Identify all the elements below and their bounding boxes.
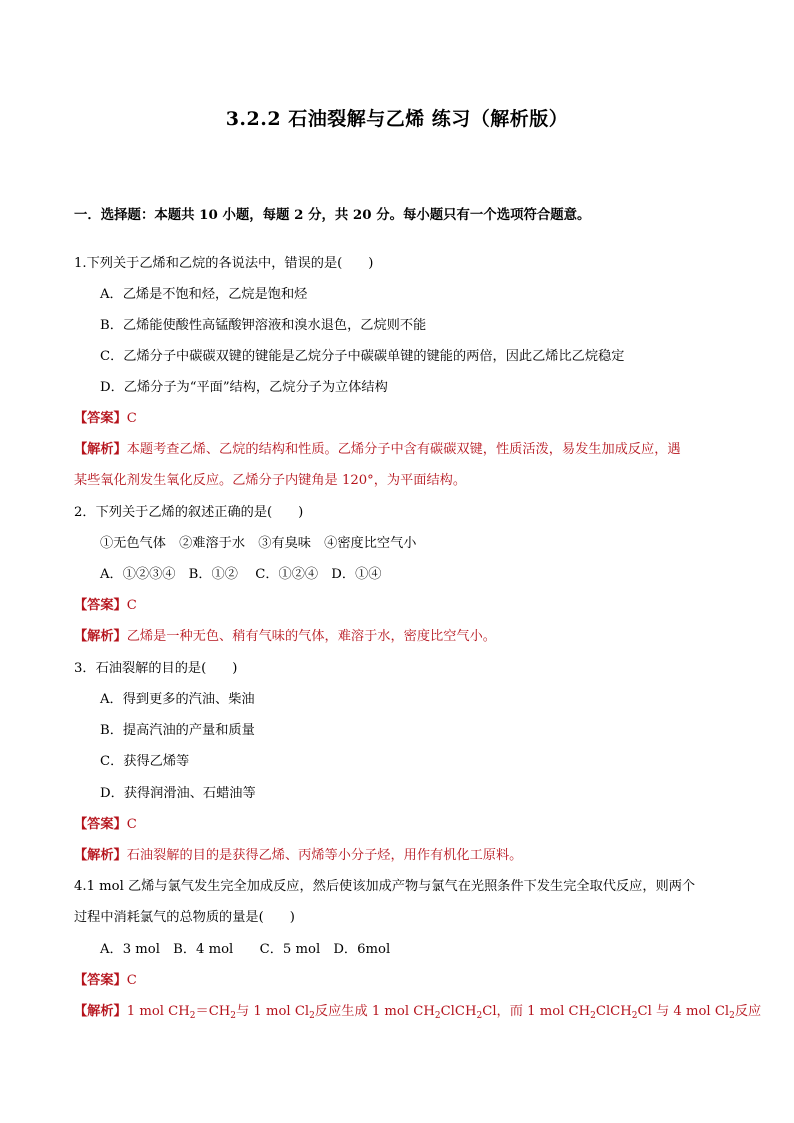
question-3-analysis	[74, 847, 522, 865]
question-2-paren: )	[298, 505, 304, 520]
analysis-label: 【解析】	[74, 1004, 127, 1019]
question-2-text: 2．下列关于乙烯的叙述正确的是(	[74, 505, 273, 520]
analysis-text: 本题考查乙烯、乙烷的结构和性质。乙烯分子中含有碳碳双键，性质活泼，易发生加成反应，遇	[126, 442, 681, 457]
analysis-label: 【解析】	[74, 629, 127, 644]
question-4-options: A．3 mol B．4 mol C．5 mol D．6mol	[100, 942, 391, 957]
analysis-text: 石油裂解的目的是获得乙烯、丙烯等小分子烃，用作有机化工原料。	[126, 848, 523, 863]
answer-value: C	[126, 973, 137, 988]
question-4-analysis	[74, 1003, 761, 1021]
answer-value: C	[126, 411, 137, 426]
page-title: 3.2.2 石油裂解与乙烯 练习（解析版）	[225, 108, 569, 130]
answer-value: C	[126, 817, 137, 832]
analysis-text: 1 mol $CH_2=CH_2$与 1 mol $Cl_2$反应生成 1 mol $CH_2ClCH_2Cl$，而 1 mol $CH_2ClCH_2Cl$ 与 4 mol $Cl_2$反应	[126, 1004, 762, 1021]
question-3-answer	[74, 816, 137, 834]
question-1-text: 1.下列关于乙烯和乙烷的各说法中，错误的是(	[74, 256, 343, 271]
question-2-statements: ①无色气体 ②难溶于水 ③有臭味 ④密度比空气小	[100, 536, 417, 551]
question-4-stem-cont	[74, 909, 295, 927]
answer-label: 【答案】	[74, 817, 127, 832]
question-3-option-d: D．获得润滑油、石蜡油等	[100, 786, 256, 801]
question-1-option-d: D．乙烯分子为“平面”结构，乙烷分子为立体结构	[100, 380, 388, 395]
question-1-analysis-cont: 某些氧化剂发生氧化反应。乙烯分子内键角是 120°，为平面结构。	[74, 473, 467, 488]
question-2-answer	[74, 597, 137, 615]
question-1-stem	[74, 255, 373, 273]
answer-label: 【答案】	[74, 411, 127, 426]
question-3-text: 3．石油裂解的目的是(	[74, 661, 207, 676]
question-1-option-b: B．乙烯能使酸性高锰酸钾溶液和溴水退色，乙烷则不能	[100, 318, 427, 333]
question-3-stem	[74, 660, 237, 678]
question-4-text: 过程中消耗氯气的总物质的量是(	[74, 910, 264, 925]
question-1-option-c: C．乙烯分子中碳碳双键的键能是乙烷分子中碳碳单键的键能的两倍，因此乙烯比乙烷稳定	[100, 349, 625, 364]
answer-label: 【答案】	[74, 598, 127, 613]
answer-value: C	[126, 598, 137, 613]
question-1-option-a: A．乙烯是不饱和烃，乙烷是饱和烃	[100, 287, 308, 302]
question-2-stem	[74, 504, 303, 522]
question-3-option-a: A．得到更多的汽油、柴油	[100, 692, 255, 707]
question-4-paren: )	[289, 910, 295, 925]
question-2-options: A．①②③④ B．①② C．①②④ D．①④	[100, 567, 382, 582]
answer-label: 【答案】	[74, 973, 127, 988]
question-4-stem: 4.1 mol 乙烯与氯气发生完全加成反应，然后使该加成产物与氯气在光照条件下发生完全取代反应，则两个	[74, 879, 696, 894]
analysis-label: 【解析】	[74, 442, 127, 457]
analysis-text: 乙烯是一种无色、稍有气味的气体，难溶于水，密度比空气小。	[126, 629, 496, 644]
section-heading: 一．选择题：本题共 10 小题，每题 2 分，共 20 分。每小题只有一个选项符合题意。	[74, 207, 591, 223]
question-2-analysis	[74, 628, 496, 646]
question-3-paren: )	[232, 661, 238, 676]
question-1-answer	[74, 410, 137, 428]
question-3-option-c: C．获得乙烯等	[100, 754, 190, 769]
analysis-label: 【解析】	[74, 848, 127, 863]
question-4-answer	[74, 972, 137, 990]
question-1-paren: )	[368, 256, 374, 271]
question-1-analysis	[74, 441, 681, 459]
question-3-option-b: B．提高汽油的产量和质量	[100, 723, 255, 738]
